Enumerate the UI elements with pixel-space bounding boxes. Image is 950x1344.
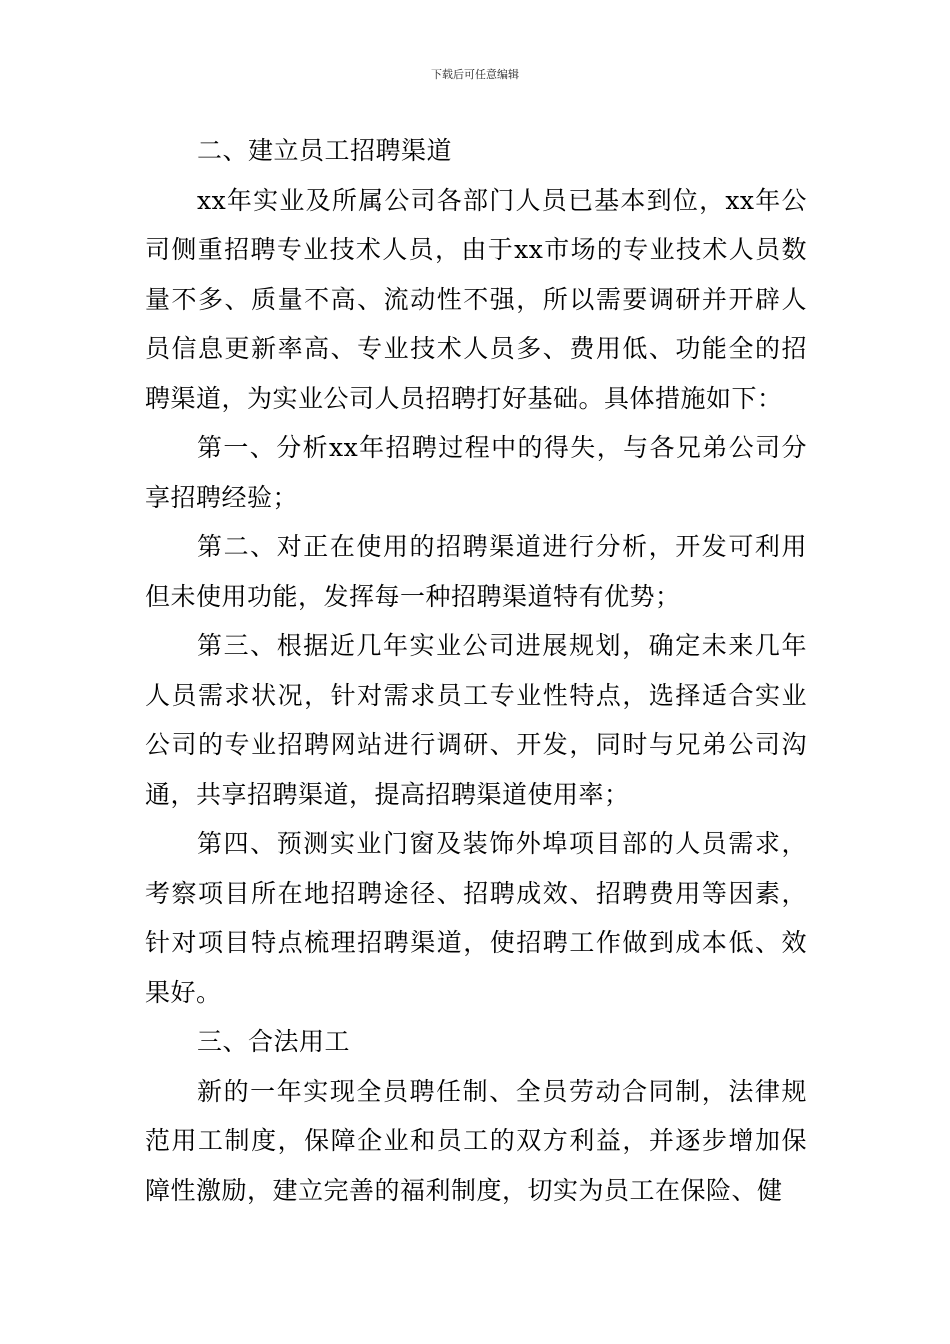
section-heading: 二、建立员工招聘渠道 xyxy=(197,136,453,165)
document-body xyxy=(145,126,807,1215)
paragraph: xx年实业及所属公司各部门人员已基本到位，xx年公司侧重招聘专业技术人员，由于xx市场的专业技术人员数量不多、质量不高、流动性不强，所以需要调研并开辟人员信息更新率高、专业技术人员多、费用低、功能全的招聘渠道，为实业公司人员招聘打好基础。具体措施如下： xyxy=(145,185,807,413)
paragraph: 新的一年实现全员聘任制、全员劳动合同制，法律规范用工制度，保障企业和员工的双方利益，并逐步增加保障性激励，建立完善的福利制度，切实为员工在保险、健 xyxy=(145,1076,807,1205)
page-header-note: 下载后可任意编辑 xyxy=(431,68,519,81)
paragraph: 第四、预测实业门窗及装饰外埠项目部的人员需求，考察项目所在地招聘途径、招聘成效、招聘费用等因素，针对项目特点梳理招聘渠道，使招聘工作做到成本低、效果好。 xyxy=(145,829,807,1007)
section-heading: 三、合法用工 xyxy=(197,1027,351,1056)
paragraph: 第二、对正在使用的招聘渠道进行分析，开发可利用但未使用功能，发挥每一种招聘渠道特有优势； xyxy=(145,532,807,611)
paragraph: 第一、分析xx年招聘过程中的得失，与各兄弟公司分享招聘经验； xyxy=(145,433,807,512)
paragraph: 第三、根据近几年实业公司进展规划，确定未来几年人员需求状况，针对需求员工专业性特点，选择适合实业公司的专业招聘网站进行调研、开发，同时与兄弟公司沟通，共享招聘渠道，提高招聘渠道使用率； xyxy=(145,631,807,809)
